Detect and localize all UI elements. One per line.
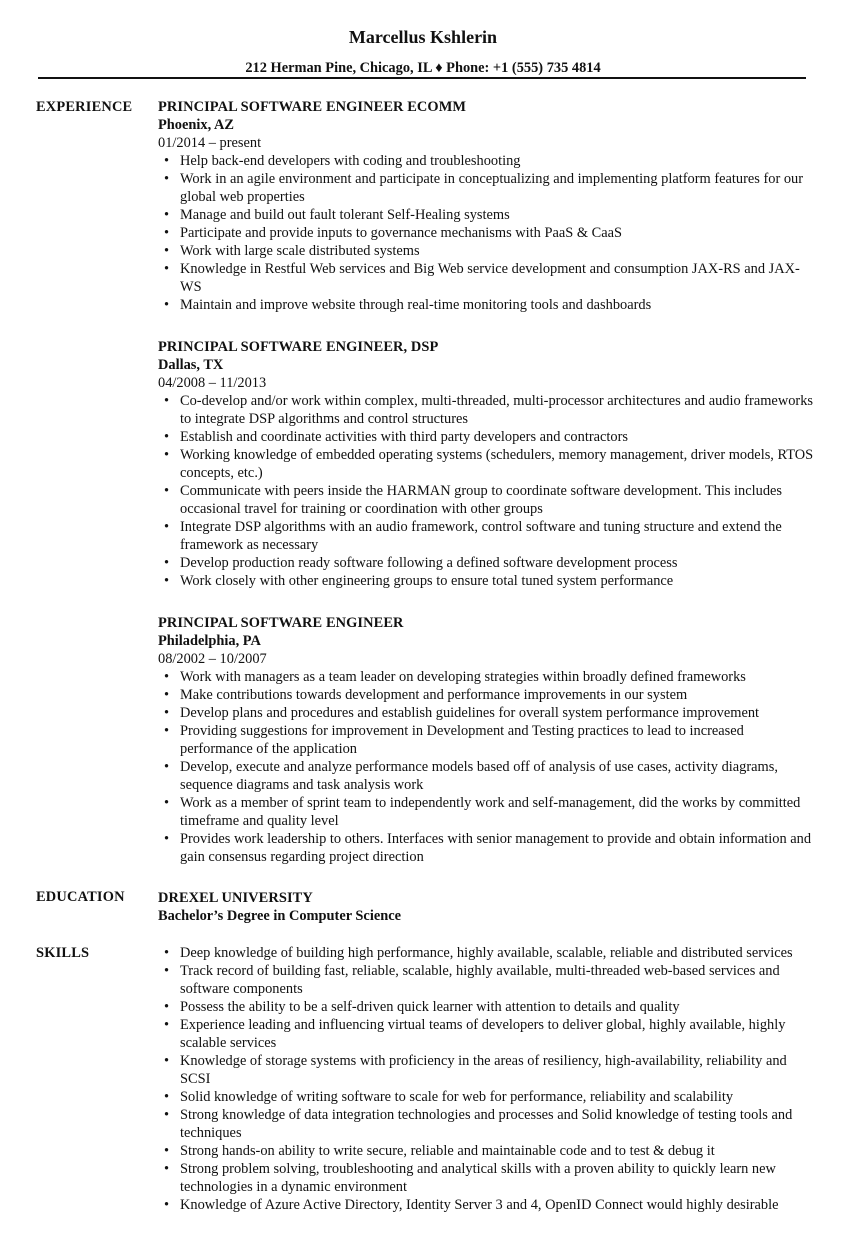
- header-divider: [38, 77, 806, 79]
- job-dates: 01/2014 – present: [158, 135, 262, 151]
- job-title: PRINCIPAL SOFTWARE ENGINEER: [158, 615, 404, 631]
- list-item: • Help back-end developers with coding and troubleshooting: [158, 152, 818, 170]
- list-item: • Knowledge in Restful Web services and Big Web service development and consumption JAX-RS and JAX-WS: [158, 260, 818, 296]
- list-item: • Experience leading and influencing virtual teams of developers to deliver global, highly available, highly scalable services: [158, 1016, 818, 1052]
- list-item: • Work with managers as a team leader on developing strategies within broadly defined frameworks: [158, 668, 818, 686]
- candidate-name: Marcellus Kshlerin: [348, 27, 498, 47]
- list-item: • Participate and provide inputs to governance mechanisms with PaaS & CaaS: [158, 224, 818, 242]
- list-item: • Working knowledge of embedded operating systems (schedulers, memory management, driver models, RTOS concepts, etc.): [158, 446, 818, 482]
- job-bullets: [158, 152, 818, 314]
- job-entry: [158, 338, 818, 590]
- job-dates: 04/2008 – 11/2013: [158, 375, 267, 391]
- list-item: • Communicate with peers inside the HARMAN group to coordinate software development. This includes occasional travel for training or coordination with other groups: [158, 482, 818, 518]
- list-item: • Co-develop and/or work within complex, multi-threaded, multi-processor architectures and audio frameworks to integrate DSP algorithms and control structures: [158, 392, 818, 428]
- list-item: • Provides work leadership to others. Interfaces with senior management to provide and obtain information and gain consensus regarding project direction: [158, 830, 818, 866]
- list-item: • Track record of building fast, reliable, scalable, highly available, multi-threaded web-based services and software components: [158, 962, 818, 998]
- job-location: Philadelphia, PA: [158, 633, 261, 649]
- education-section: [158, 889, 818, 925]
- list-item: • Strong knowledge of data integration technologies and processes and Solid knowledge of testing tools and techniques: [158, 1106, 818, 1142]
- job-title: PRINCIPAL SOFTWARE ENGINEER, DSP: [158, 339, 439, 355]
- job-location: Phoenix, AZ: [158, 117, 234, 133]
- list-item: • Strong problem solving, troubleshooting and analytical skills with a proven ability to quickly learn new technologies in a dynamic environment: [158, 1160, 818, 1196]
- list-item: • Possess the ability to be a self-driven quick learner with attention to details and quality: [158, 998, 818, 1016]
- list-item: • Develop production ready software following a defined software development process: [158, 554, 818, 572]
- skills-heading: SKILLS: [36, 945, 90, 961]
- skills-section: [158, 944, 818, 1214]
- list-item: • Make contributions towards development and performance improvements in our system: [158, 686, 818, 704]
- list-item: • Integrate DSP algorithms with an audio framework, control software and tuning structure and extend the framework as necessary: [158, 518, 818, 554]
- job-bullets: [158, 668, 818, 866]
- education-heading: EDUCATION: [36, 889, 125, 905]
- list-item: • Develop, execute and analyze performance models based off of analysis of use cases, activity diagrams, sequence diagrams and task analysis work: [158, 758, 818, 794]
- spacer: [158, 314, 818, 338]
- list-item: • Work as a member of sprint team to independently work and self-management, did the works by committed timeframe and quality level: [158, 794, 818, 830]
- job-dates: 08/2002 – 10/2007: [158, 651, 267, 667]
- job-entry: [158, 98, 818, 314]
- skills-list: [158, 944, 818, 1214]
- job-entry: [158, 614, 818, 866]
- list-item: • Work in an agile environment and participate in conceptualizing and implementing platform features for our global web properties: [158, 170, 818, 206]
- list-item: • Establish and coordinate activities with third party developers and contractors: [158, 428, 818, 446]
- list-item: • Develop plans and procedures and establish guidelines for overall system performance improvement: [158, 704, 818, 722]
- list-item: • Work closely with other engineering groups to ensure total tuned system performance: [158, 572, 818, 590]
- job-bullets: [158, 392, 818, 590]
- school-name: DREXEL UNIVERSITY: [158, 890, 313, 906]
- list-item: • Deep knowledge of building high performance, highly available, scalable, reliable and distributed services: [158, 944, 818, 962]
- degree-name: Bachelor’s Degree in Computer Science: [158, 908, 401, 924]
- list-item: • Providing suggestions for improvement in Development and Testing practices to lead to increased performance of the application: [158, 722, 818, 758]
- contact-line: 212 Herman Pine, Chicago, IL ♦ Phone: +1 (555) 735 4814: [245, 60, 601, 76]
- experience-heading: EXPERIENCE: [36, 99, 133, 115]
- list-item: • Strong hands-on ability to write secure, reliable and maintainable code and to test & debug it: [158, 1142, 818, 1160]
- list-item: • Work with large scale distributed systems: [158, 242, 818, 260]
- job-location: Dallas, TX: [158, 357, 224, 373]
- spacer: [158, 590, 818, 614]
- experience-section: [158, 98, 818, 866]
- job-title: PRINCIPAL SOFTWARE ENGINEER ECOMM: [158, 99, 467, 115]
- list-item: • Knowledge of storage systems with proficiency in the areas of resiliency, high-availability, reliability and SCSI: [158, 1052, 818, 1088]
- list-item: • Maintain and improve website through real-time monitoring tools and dashboards: [158, 296, 818, 314]
- list-item: • Solid knowledge of writing software to scale for web for performance, reliability and scalability: [158, 1088, 818, 1106]
- list-item: • Manage and build out fault tolerant Self-Healing systems: [158, 206, 818, 224]
- list-item: • Knowledge of Azure Active Directory, Identity Server 3 and 4, OpenID Connect would highly desirable: [158, 1196, 818, 1214]
